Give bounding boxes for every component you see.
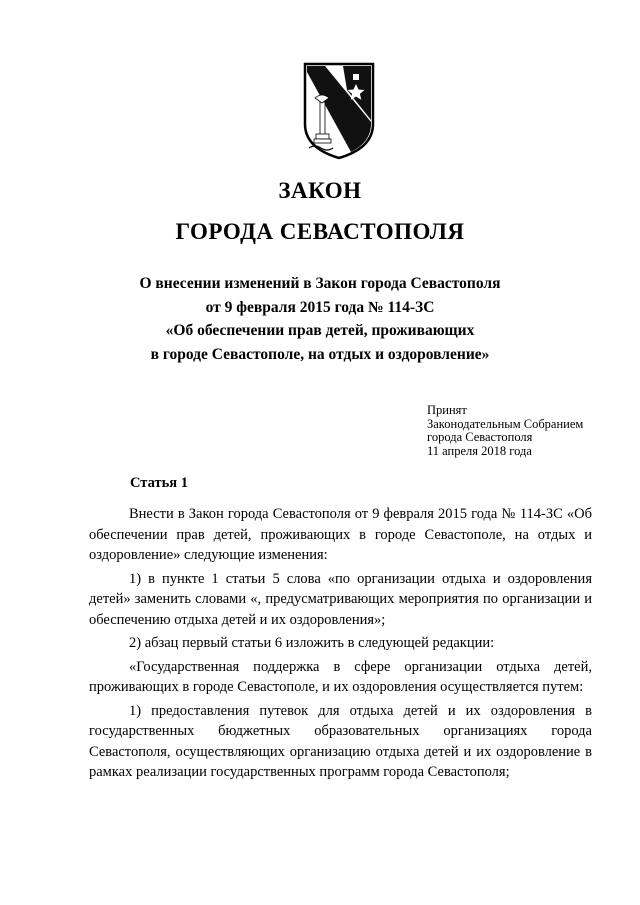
document-title-city: ГОРОДА СЕВАСТОПОЛЯ [175,219,465,244]
article-body [89,504,592,786]
article-paragraph: «Государственная поддержка в сфере организации отдыха детей, проживающих в городе Севастополе, и их оздоровления осуществляется путем: [89,658,592,695]
article-paragraph: 2) абзац первый статьи 6 изложить в следующей редакции: [129,635,495,651]
adoption-line: Принят [427,403,467,417]
adoption-line: Законодательным Собранием [427,416,584,431]
adoption-date: 11 апреля 2018 года [427,443,532,458]
article-heading: Статья 1 [130,475,188,491]
subtitle-line: от 9 февраля 2015 года № 114-ЗС [205,298,435,316]
subtitle-line: О внесении изменений в Закон города Севастополя [139,275,501,292]
subtitle-line: в городе Севастополе, на отдых и оздоровление» [150,345,490,363]
article-paragraph: Внести в Закон города Севастополя от 9 февраля 2015 года № 114-ЗС «Об обеспечении прав детей, проживающих в городе Севастополе, на отдых и оздоровление» следующие изменения: [89,506,592,563]
subtitle-line: «Об обеспечении прав детей, проживающих [165,322,475,339]
law-subtitle [0,272,640,366]
sevastopol-coat-of-arms-icon [303,62,375,160]
adoption-note [427,404,583,458]
article-paragraph: 1) в пункте 1 статьи 5 слова «по организации отдыха и оздоровления детей» заменить словами «, предусматривающих мероприятия по организации и обеспечению отдыха детей и их оздоровления»; [89,570,592,628]
document-title: ЗАКОН [278,178,362,203]
article-paragraph: 1) предоставления путевок для отдыха детей и их оздоровления в государственных бюджетных образовательных организациях города Севастополя, осуществляющих организацию отдыха детей и их оздоровление в рамках реализации государственных программ города Севастополя; [89,702,592,780]
adoption-line: города Севастополя [427,430,533,444]
